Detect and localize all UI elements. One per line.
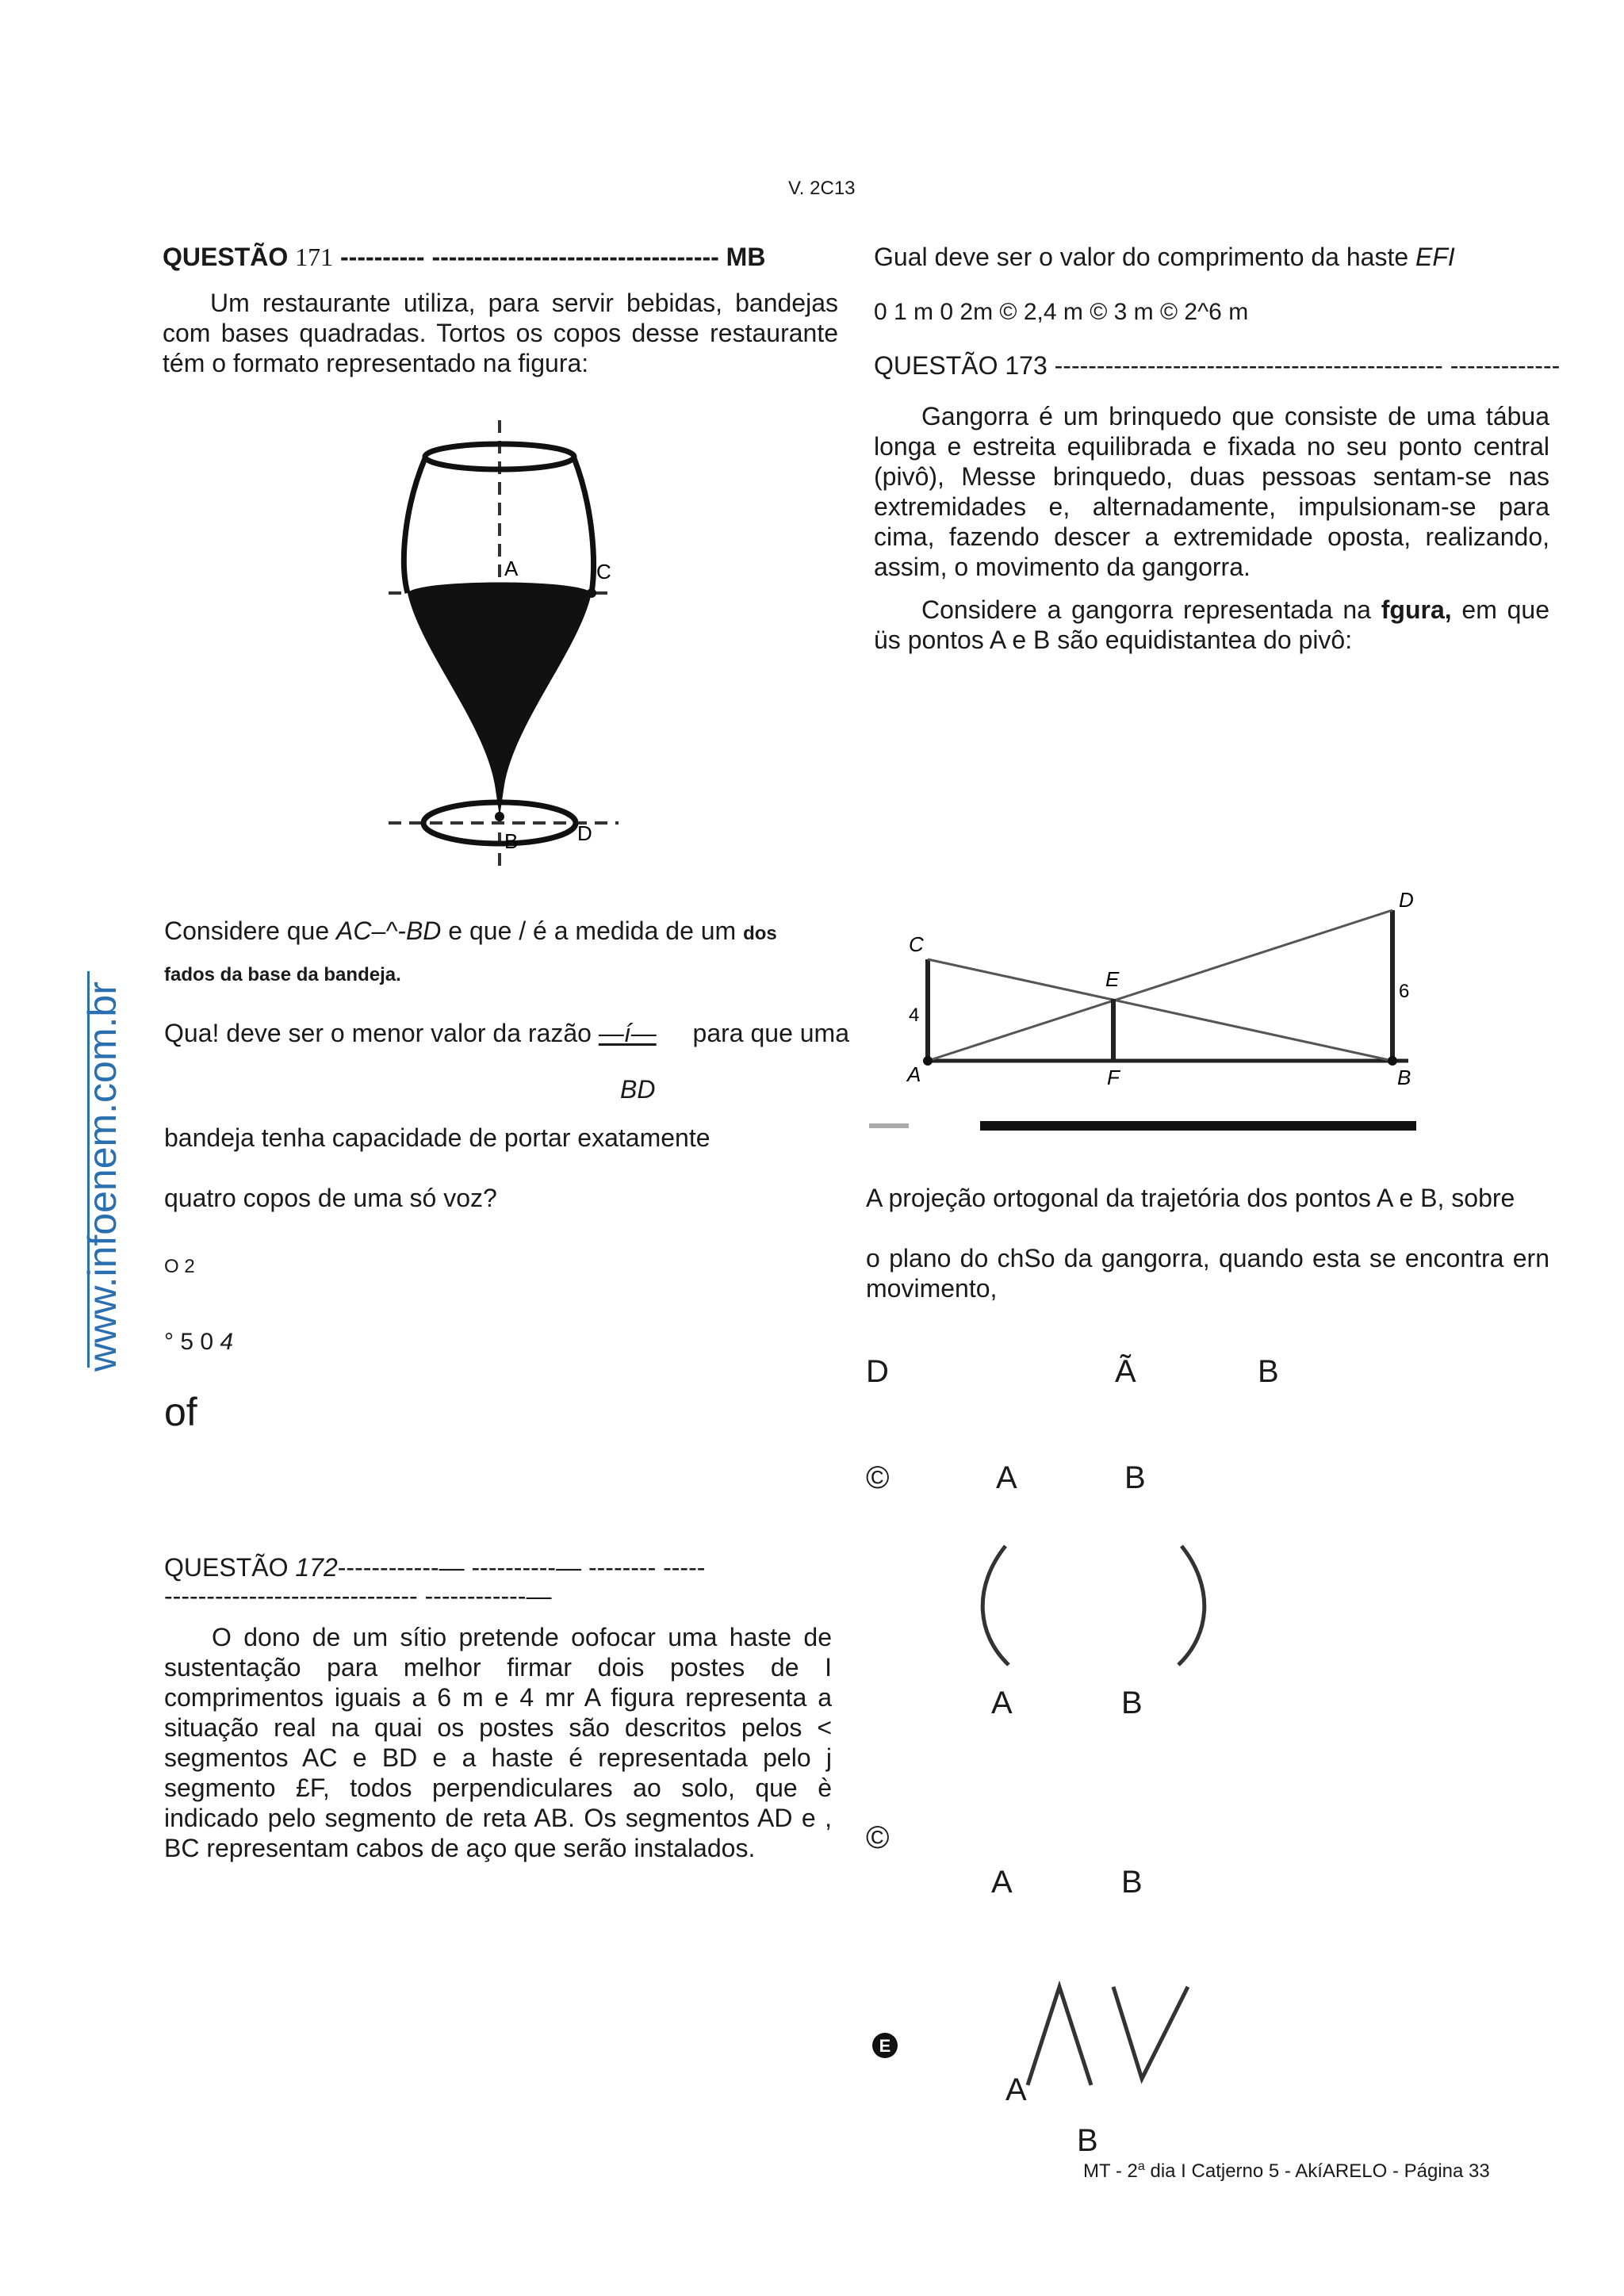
seesaw-figure — [861, 888, 1432, 1142]
sidebar-url[interactable]: www.infoenem.com.br — [80, 982, 124, 1372]
q173-option-d[interactable]: D Ã B — [866, 1354, 1279, 1389]
q171-title: QUESTÃO 171 ---------- ---------------------------------- MB — [163, 243, 766, 271]
seesaw-label-b: B — [1397, 1066, 1411, 1089]
q171-option-3[interactable]: of — [164, 1390, 197, 1434]
q171-consider: Considere que AC–^-BD e que / é a medida de um dos — [164, 916, 777, 945]
q171-consider-cont: fados da base da bandeja. — [164, 964, 401, 985]
q173-title: QUESTÃO 173 ---------------------------------------------- ------------- — [874, 351, 1561, 380]
q173-paragraph-1: Gangorra é um brinquedo que consiste de uma tábua longa e estreita equilibrada e fixada no seu ponto central (pivô), Messe brinquedo, duas pessoas sentam-se nas extremidades e, alternadamente, impulsionam-se para cima, fazendo descer a extremidade oposta, realizando, assim, o movimento da gangorra. — [874, 402, 1549, 581]
q173-option-arcs-labels: A B — [991, 1686, 1143, 1720]
q173-projection-2: o plano do chSo da gangorra, quando esta se encontra ern movimento, — [866, 1244, 1549, 1303]
q171-question-line4: quatro copos de uma só voz? — [164, 1184, 497, 1212]
q171-question-den: BD — [620, 1075, 656, 1104]
seesaw-label-f: F — [1107, 1066, 1120, 1089]
seesaw-label-6: 6 — [1399, 981, 1410, 1002]
q172-dashes: ------------------------------ ------------— — [164, 1582, 552, 1610]
q173-projection-1: A projeção ortogonal da trajetória dos pontos A e B, sobre — [866, 1184, 1515, 1212]
seesaw-label-4: 4 — [909, 1004, 920, 1026]
page-footer: MT - 2$^a$ dia I Catjerno 5 - AkíARELO - Página 33 — [1083, 2160, 1490, 2182]
q172-text: O dono de um sítio pretende oofocar uma haste de sustentação para melhor firmar dois postes de I comprimentos iguais a 6 m e 4 mr A figura representa a situação real na quai os postes são descritos pelos < segmentos AC e BD e a haste é representada pelo j segmento £F, todos perpendiculares ao solo, que è indicado pelo segmento de reta AB. Os segmentos AD e , BC representam cabos de aço que serão instalados. — [164, 1623, 832, 1862]
glass-figure — [381, 412, 626, 880]
glass-label-d: D — [577, 821, 592, 845]
q173-option-e-label-b: B — [1077, 2123, 1098, 2158]
q172-title: QUESTÃO 172------------— ----------— -------- ----- — [164, 1553, 706, 1582]
q173-option-c[interactable]: © A B — [866, 1460, 1146, 1495]
seesaw-label-c: C — [909, 932, 924, 956]
glass-label-c: C — [596, 560, 611, 584]
q173-option-e-label-a: A — [1005, 2072, 1027, 2107]
q171-intro: Um restaurante utiliza, para servir bebidas, bandejas com bases quadradas. Tortos os copos desse restaurante tém o formato representado na figura: — [163, 289, 838, 377]
q172-options[interactable]: 0 1 m 0 2m © 2,4 m © 3 m © 2^6 m — [874, 299, 1249, 325]
svg-text:E: E — [879, 2036, 891, 2056]
q172-question: Gual deve ser o valor do comprimento da haste EFI — [874, 243, 1455, 271]
q171-option-2[interactable]: ° 5 0 4 — [164, 1329, 234, 1355]
glass-label-b: B — [504, 829, 519, 853]
arcs-figure — [967, 1538, 1221, 1673]
option-e-badge[interactable] — [871, 2031, 899, 2060]
page-header: V. 2C13 — [788, 178, 856, 199]
seesaw-label-e: E — [1105, 967, 1120, 991]
q173-option-c2[interactable]: © A B — [866, 1820, 1143, 1900]
seesaw-label-d: D — [1399, 888, 1414, 912]
seesaw-label-a: A — [907, 1062, 921, 1086]
glass-label-a: A — [504, 557, 519, 580]
v-figure — [1023, 1979, 1197, 2090]
q171-question-line3: bandeja tenha capacidade de portar exatamente — [164, 1123, 710, 1152]
q171-option-1[interactable]: O 2 — [164, 1256, 195, 1277]
q171-question: Qua! deve ser o menor valor da razão —í— para que uma — [164, 1019, 849, 1047]
q173-paragraph-2: Considere a gangorra representada na fgura, em que üs pontos A e B são equidistantea do pivô: — [874, 595, 1550, 654]
